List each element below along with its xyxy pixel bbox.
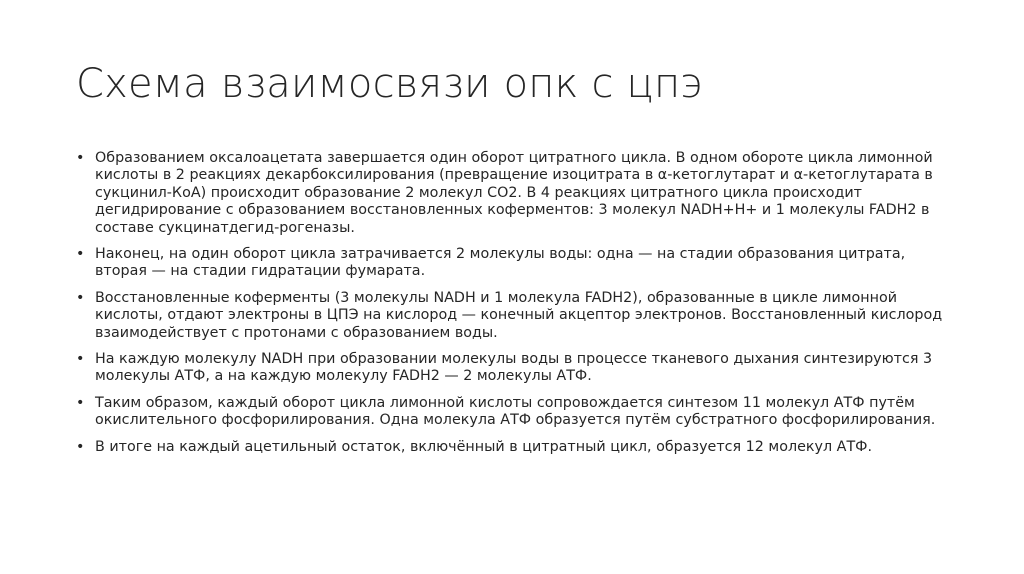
bullet-text: Образованием оксалоацетата завершается один оборот цитратного цикла. В одном обороте цикла лимонной кислоты в 2 реакциях декарбоксилирования (превращение изоцитрата в α-кетоглутарат и α-кетоглутарата в сукцинил-КоА) происходит образование 2 молекул СО2. В 4 реакциях цитратного цикла происходит дегидрирование с образованием восстановленных коферментов: 3 молекул NADH+H+ и 1 молекулы FADH2 в составе сукцинатдегид-рогеназы.	[95, 150, 933, 236]
bullet-dot-icon: •	[76, 351, 85, 368]
bullet-item	[76, 290, 956, 342]
bullet-dot-icon: •	[76, 246, 85, 263]
bullet-text: На каждую молекулу NADH при образовании молекулы воды в процессе тканевого дыхания синтезируются 3 молекулы АТФ, а на каждую молекулу FADH2 — 2 молекулы АТФ.	[95, 351, 933, 385]
bullet-item	[76, 351, 956, 386]
bullet-item	[76, 150, 956, 237]
bullet-dot-icon: •	[76, 438, 85, 455]
bullet-list	[76, 150, 956, 456]
bullet-item	[76, 439, 956, 456]
bullet-item	[76, 395, 956, 430]
bullet-text: Восстановленные коферменты (3 молекулы NADH и 1 молекула FADH2), образованные в цикле лимонной кислоты, отдают электроны в ЦПЭ на кислород — конечный акцептор электронов. Восстановленный кислород взаимодействует с протонами с образованием воды.	[95, 289, 943, 341]
slide-content	[76, 150, 956, 465]
bullet-text: Таким образом, каждый оборот цикла лимонной кислоты сопровождается синтезом 11 молекул АТФ путём окислительного фосфорилирования. Одна молекула АТФ образуется путём субстратного фосфорилирования.	[95, 394, 936, 429]
bullet-dot-icon: •	[76, 289, 85, 306]
bullet-item	[76, 246, 956, 281]
bullet-text: В итоге на каждый ацетильный остаток, включённый в цитратный цикл, образуется 12 молекул АТФ.	[95, 438, 873, 455]
slide-title: Схема взаимосвязи опк с цпэ	[76, 61, 703, 107]
bullet-dot-icon: •	[76, 150, 85, 166]
bullet-dot-icon: •	[76, 394, 85, 411]
bullet-text: Наконец, на один оборот цикла затрачивается 2 молекулы воды: одна — на стадии образования цитрата, вторая — на стадии гидратации фумарата.	[95, 246, 906, 280]
